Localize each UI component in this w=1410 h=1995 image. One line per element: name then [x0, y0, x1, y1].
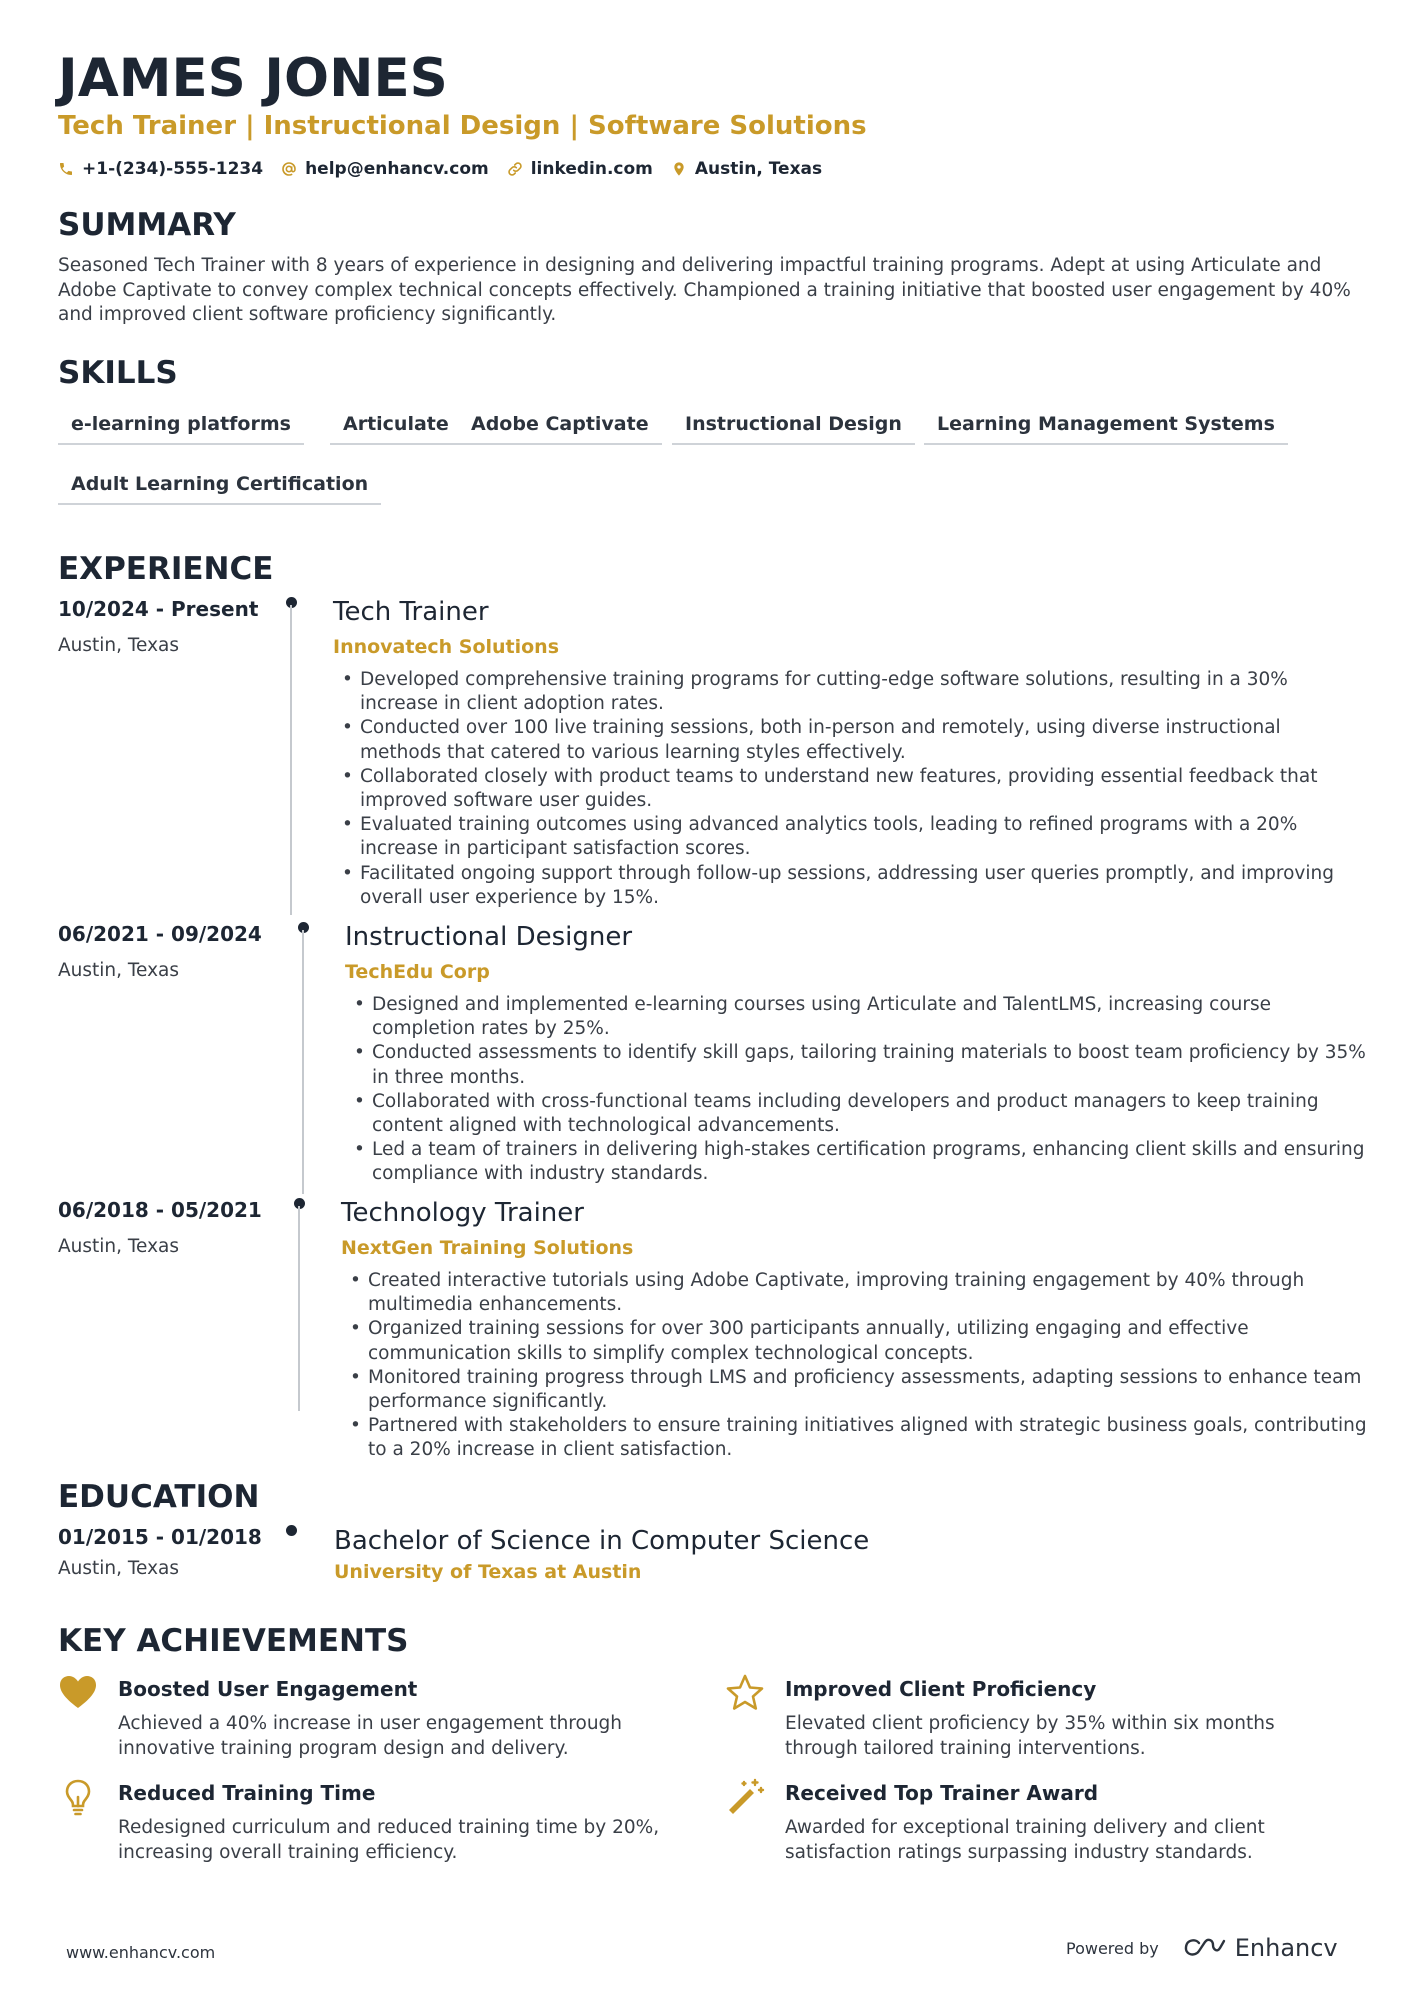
experience-entry: [58, 1198, 1367, 1461]
job-bullet: • Led a team of trainers in delivering high-stakes certification programs, enhancing client skills and ensuring compliance with industry standards.: [345, 1138, 1375, 1186]
link-icon: [507, 161, 523, 177]
star-icon: [725, 1673, 765, 1713]
skill-tag: Instructional Design: [672, 405, 915, 445]
powered-by-label: Powered by: [1066, 1938, 1159, 1958]
summary-heading: SUMMARY: [58, 207, 236, 243]
job-bullet: • Collaborated closely with product teams to understand new features, providing essential feedback that improved software user guides.: [333, 765, 1363, 813]
email-text: help@enhancv.com: [305, 159, 489, 179]
candidate-name: JAMES JONES: [58, 48, 448, 109]
contact-location: [671, 159, 822, 179]
achievement-desc: Redesigned curriculum and reduced training time by 20%, increasing overall training efficiency.: [118, 1817, 660, 1863]
achievement-desc: Elevated client proficiency by 35% within six months through tailored training interventions.: [785, 1713, 1275, 1759]
job-bullet: • Evaluated training outcomes using advanced analytics tools, leading to refined programs with a 20% increase in participant satisfaction scores.: [333, 813, 1363, 861]
school-name: University of Texas at Austin: [334, 1561, 642, 1583]
contact-email[interactable]: [281, 159, 489, 179]
job-bullet: • Organized training sessions for over 300 participants annually, utilizing engaging and effective communication skills to simplify complex technological concepts.: [341, 1317, 1371, 1365]
lightbulb-icon: [58, 1777, 98, 1817]
job-bullet: • Developed comprehensive training programs for cutting-edge software solutions, resulting in a 30% increase in client adoption rates.: [333, 668, 1363, 716]
experience-entry: [58, 597, 1358, 915]
job-bullet: • Collaborated with cross-functional teams including developers and product managers to keep training content aligned with technological advancements.: [345, 1090, 1375, 1138]
achievement-title: Improved Client Proficiency: [785, 1677, 1097, 1701]
degree-title: Bachelor of Science in Computer Science: [334, 1526, 870, 1556]
experience-entry: [58, 922, 1366, 1192]
education-entry: [58, 1525, 1358, 1595]
job-title: Technology Trainer: [341, 1198, 584, 1228]
job-bullet: • Partnered with stakeholders to ensure training initiatives aligned with strategic business goals, contributing to a 20% increase in client satisfaction.: [341, 1414, 1371, 1462]
job-dates: 06/2018 - 05/2021: [58, 1198, 262, 1222]
at-icon: [281, 161, 297, 177]
job-title: Instructional Designer: [345, 922, 633, 952]
heart-icon: [58, 1673, 98, 1713]
skill-tag: Articulate: [330, 405, 462, 445]
job-bullet: • Created interactive tutorials using Adobe Captivate, improving training engagement by 40% through multimedia enhancements.: [341, 1269, 1371, 1317]
education-dates: 01/2015 - 01/2018: [58, 1525, 262, 1549]
timeline-line: [298, 1206, 300, 1411]
skill-tag: e-learning platforms: [58, 405, 304, 445]
job-bullets: [341, 1269, 1371, 1463]
company-name: Innovatech Solutions: [333, 636, 560, 658]
skills-heading: SKILLS: [58, 355, 178, 391]
linkedin-text: linkedin.com: [530, 159, 653, 179]
phone-text: +1-(234)-555-1234: [82, 159, 264, 179]
job-title: Tech Trainer: [333, 597, 489, 627]
contact-phone[interactable]: [58, 159, 263, 179]
timeline-line: [302, 930, 304, 1194]
location-pin-icon: [671, 161, 687, 177]
job-dates: 10/2024 - Present: [58, 597, 259, 621]
contact-linkedin[interactable]: [507, 159, 653, 179]
company-name: NextGen Training Solutions: [341, 1237, 634, 1259]
job-bullet: • Designed and implemented e-learning courses using Articulate and TalentLMS, increasing course completion rates by 25%.: [345, 993, 1375, 1041]
achievement-desc: Awarded for exceptional training delivery and client satisfaction ratings surpassing industry standards.: [785, 1817, 1265, 1863]
skill-tag: Adobe Captivate: [458, 405, 662, 445]
education-heading: EDUCATION: [58, 1479, 260, 1515]
summary-text: Seasoned Tech Trainer with 8 years of experience in designing and delivering impactful training programs. Adept at using Articulate and Adobe Captivate to convey complex technical concepts effectively. Championed a training initiative that boosted user engagement by 40% and improved client software proficiency significantly.: [58, 255, 1351, 325]
job-bullet: • Conducted assessments to identify skill gaps, tailoring training materials to boost team proficiency by 35% in three months.: [345, 1041, 1375, 1089]
enhancv-logo-icon: [1183, 1937, 1227, 1959]
experience-heading: EXPERIENCE: [58, 551, 274, 587]
achievement-title: Received Top Trainer Award: [785, 1781, 1099, 1805]
achievement-title: Reduced Training Time: [118, 1781, 376, 1805]
company-name: TechEdu Corp: [345, 961, 490, 983]
achievement-desc: Achieved a 40% increase in user engagement through innovative training program design and delivery.: [118, 1713, 623, 1759]
candidate-tagline: Tech Trainer | Instructional Design | Software Solutions: [58, 111, 867, 141]
footer-branding: [1066, 1934, 1338, 1962]
timeline-line: [290, 605, 292, 915]
skill-tag: Adult Learning Certification: [58, 465, 381, 505]
job-location: Austin, Texas: [58, 635, 180, 656]
phone-icon: [58, 161, 74, 177]
brand-name: Enhancv: [1234, 1934, 1338, 1962]
job-bullets: [333, 668, 1363, 910]
job-location: Austin, Texas: [58, 960, 180, 981]
job-bullet: • Monitored training progress through LMS and proficiency assessments, adapting sessions to enhance team performance significantly.: [341, 1366, 1371, 1414]
brand-logo[interactable]: [1183, 1934, 1338, 1962]
job-bullets: [345, 993, 1375, 1187]
footer-website[interactable]: www.enhancv.com: [66, 1943, 216, 1962]
contact-bar: [58, 159, 822, 179]
job-bullet: • Facilitated ongoing support through follow-up sessions, addressing user queries promptly, and improving overall user experience by 15%.: [333, 862, 1363, 910]
magic-wand-icon: [725, 1777, 765, 1817]
timeline-dot: [286, 1525, 297, 1536]
skill-tag: Learning Management Systems: [924, 405, 1288, 445]
job-location: Austin, Texas: [58, 1236, 180, 1257]
achievement-title: Boosted User Engagement: [118, 1677, 418, 1701]
education-location: Austin, Texas: [58, 1558, 180, 1579]
location-text: Austin, Texas: [694, 159, 823, 179]
job-dates: 06/2021 - 09/2024: [58, 922, 262, 946]
achievements-heading: KEY ACHIEVEMENTS: [58, 1623, 409, 1659]
job-bullet: • Conducted over 100 live training sessions, both in-person and remotely, using diverse instructional methods that catered to various learning styles effectively.: [333, 716, 1363, 764]
